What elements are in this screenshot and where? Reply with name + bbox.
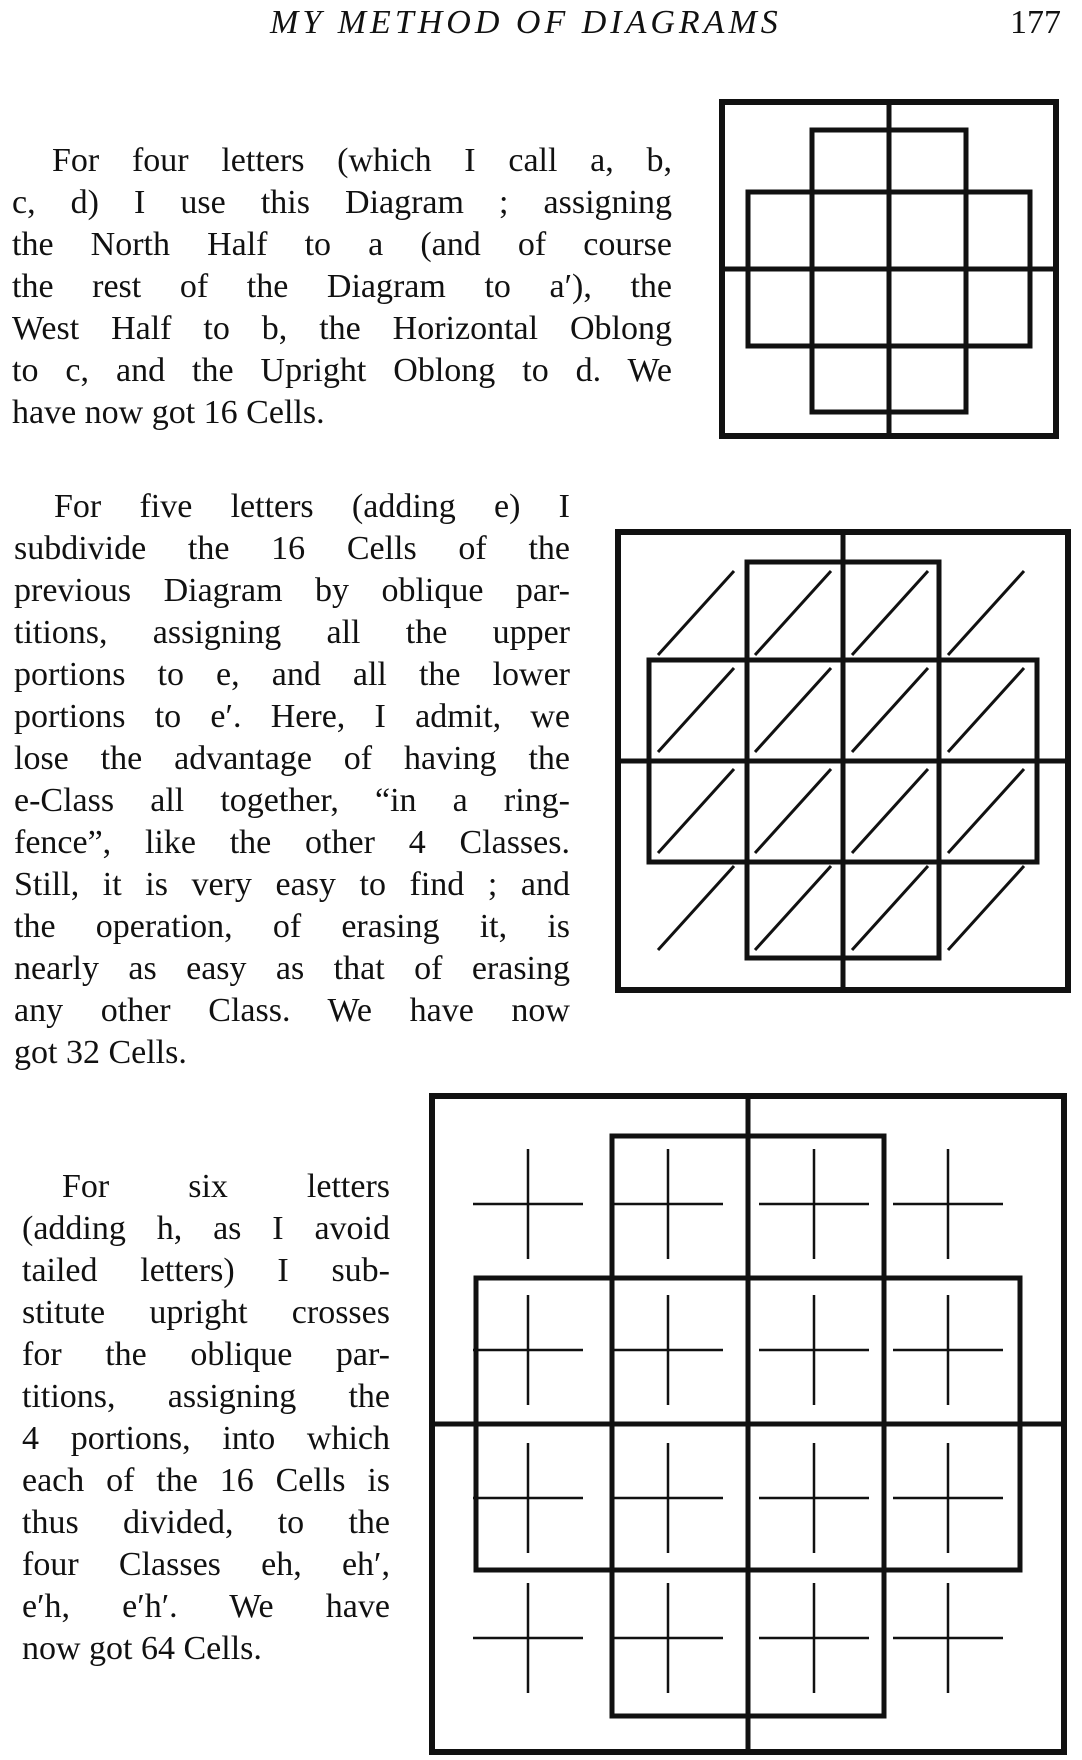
page-number: 177 <box>1010 4 1061 41</box>
text-line: the operation, of erasing it, is <box>14 908 570 945</box>
four-letter-diagram <box>718 98 1060 440</box>
oblique-partition <box>755 769 831 853</box>
oblique-partition <box>755 668 831 752</box>
text-line: titions, assigning all the upper <box>14 614 570 651</box>
text-line: subdivide the 16 Cells of the <box>14 530 570 567</box>
oblique-partition <box>658 769 734 853</box>
oblique-partition <box>948 668 1024 752</box>
text-line: nearly as easy as that of erasing <box>14 950 570 987</box>
oblique-partition <box>658 571 734 655</box>
text-line: have now got 16 Cells. <box>12 394 325 431</box>
text-line: e′h, e′h′. We have <box>22 1588 390 1625</box>
text-line: four Classes eh, eh′, <box>22 1546 390 1583</box>
text-line: Still, it is very easy to find ; and <box>14 866 570 903</box>
text-line: For six letters <box>62 1168 390 1205</box>
paragraph-five-letters <box>14 486 570 1074</box>
text-line: (adding h, as I avoid <box>22 1210 390 1247</box>
upright-crosses <box>473 1149 1003 1693</box>
text-line: For four letters (which I call a, b, <box>52 142 672 179</box>
text-line: titions, assigning the <box>22 1378 390 1415</box>
oblique-partition <box>852 769 928 853</box>
text-line: any other Class. We have now <box>14 992 570 1029</box>
oblique-partition <box>658 668 734 752</box>
oblique-partition <box>852 668 928 752</box>
oblique-partition <box>852 571 928 655</box>
text-line: stitute upright crosses <box>22 1294 390 1331</box>
text-line: each of the 16 Cells is <box>22 1462 390 1499</box>
five-letter-diagram <box>614 528 1072 994</box>
text-line: to c, and the Upright Oblong to d. We <box>12 352 672 389</box>
oblique-partition <box>948 866 1024 950</box>
text-line: the rest of the Diagram to a′), the <box>12 268 672 305</box>
text-line: fence”, like the other 4 Classes. <box>14 824 570 861</box>
text-line: the North Half to a (and of course <box>12 226 672 263</box>
oblique-partition <box>658 866 734 950</box>
six-letter-diagram <box>428 1092 1068 1756</box>
oblique-partition <box>755 866 831 950</box>
text-line: c, d) I use this Diagram ; assigning <box>12 184 672 221</box>
paragraph-four-letters <box>12 140 672 434</box>
text-line: thus divided, to the <box>22 1504 390 1541</box>
oblique-partition <box>948 571 1024 655</box>
text-line: for the oblique par- <box>22 1336 390 1373</box>
oblique-partition <box>852 866 928 950</box>
text-line: 4 portions, into which <box>22 1420 390 1457</box>
text-line: For five letters (adding e) I <box>54 488 570 525</box>
paragraph-six-letters <box>22 1166 390 1670</box>
text-line: previous Diagram by oblique par- <box>14 572 570 609</box>
text-line: got 32 Cells. <box>14 1034 187 1071</box>
text-line: portions to e, and all the lower <box>14 656 570 693</box>
oblique-partition <box>755 571 831 655</box>
oblique-partition <box>948 769 1024 853</box>
text-line: e-Class all together, “in a ring- <box>14 782 570 819</box>
text-line: West Half to b, the Horizontal Oblong <box>12 310 672 347</box>
text-line: portions to e′. Here, I admit, we <box>14 698 570 735</box>
text-line: now got 64 Cells. <box>22 1630 262 1667</box>
text-line: tailed letters) I sub- <box>22 1252 390 1289</box>
running-header: MY METHOD OF DIAGRAMS <box>270 4 782 41</box>
text-line: lose the advantage of having the <box>14 740 570 777</box>
